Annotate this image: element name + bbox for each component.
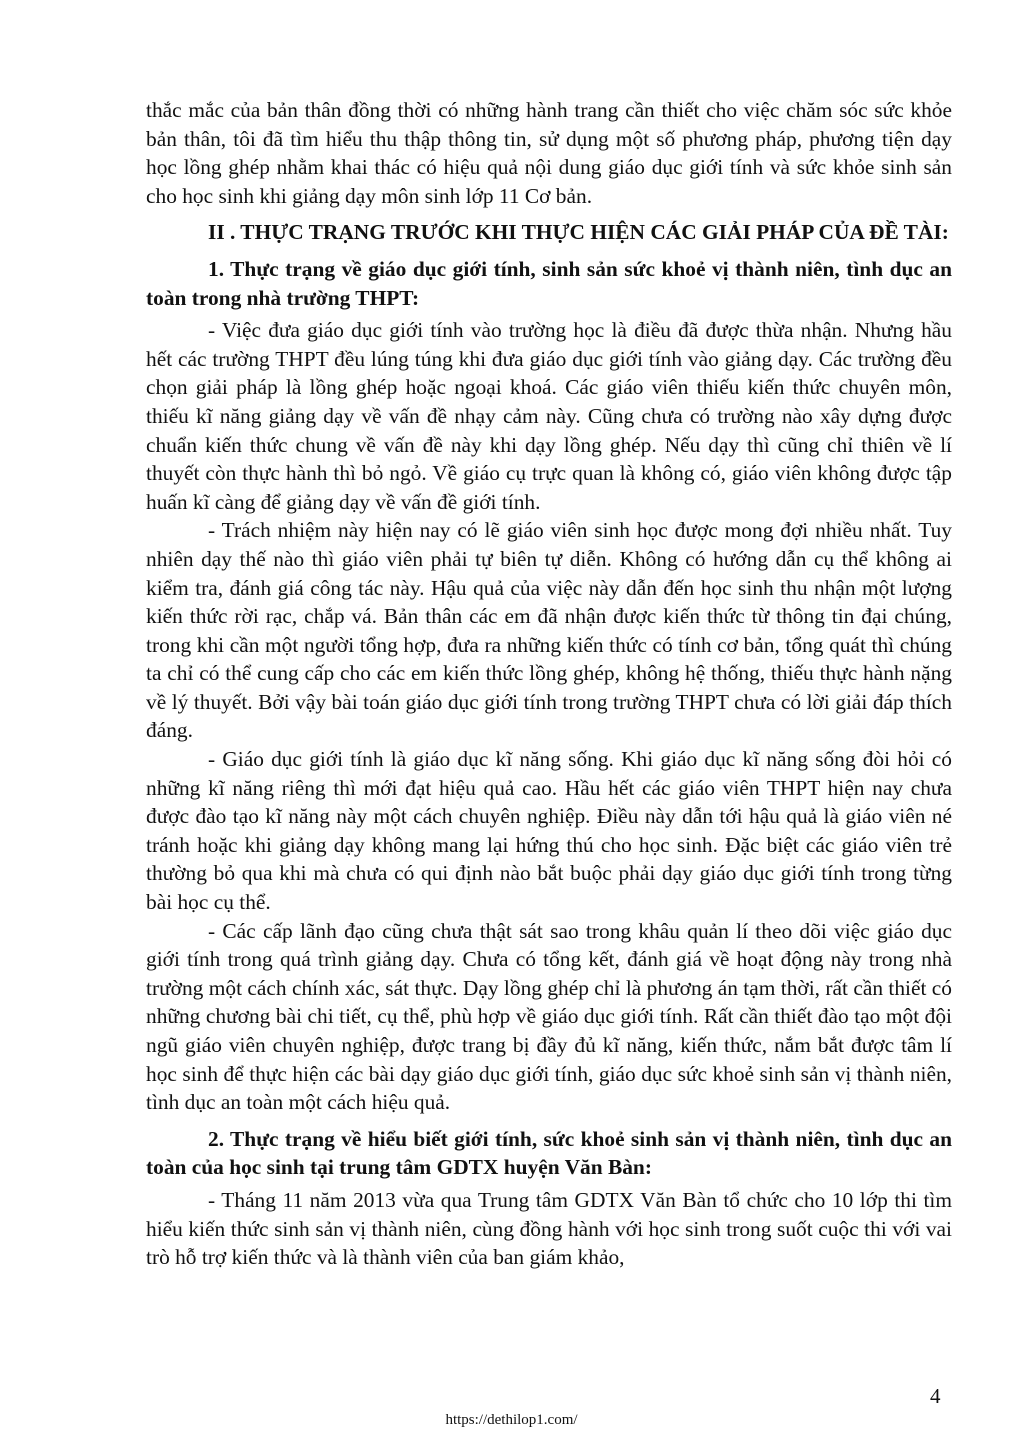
paragraph-body: - Giáo dục giới tính là giáo dục kĩ năng sống. Khi giáo dục kĩ năng sống đòi hỏi có những kĩ năng riêng thì mới đạt hiệu quả cao. Hầu hết các giáo viên THPT hiện nay chưa được đào tạo kĩ năng này một cách chuyên nghiệp. Điều này dẫn tới hậu quả là giáo viên né tránh hoặc khi giảng dạy không mang lại hứng thú cho học sinh. Đặc biệt các giáo viên trẻ thường bỏ qua khi mà chưa có qui định nào bắt buộc phải dạy giáo dục giới tính trong từng bài học cụ thể. (146, 747, 952, 915)
subsection-heading-2: 2. Thực trạng về hiểu biết giới tính, sức khoẻ sinh sản vị thành niên, tình dục an toàn của học sinh tại trung tâm GDTX huyện Văn Bàn: (146, 1126, 952, 1180)
subsection-heading-1: 1. Thực trạng về giáo dục giới tính, sinh sản sức khoẻ vị thành niên, tình dục an toàn trong nhà trường THPT: (146, 256, 952, 310)
document-page (146, 96, 952, 1272)
paragraph-body: - Các cấp lãnh đạo cũng chưa thật sát sao trong khâu quản lí theo dõi việc giáo dục giới tính trong quá trình giảng dạy. Chưa có tổng kết, đánh giá về hoạt động này trong nhà trường một cách chính xác, sát thực. Dạy lồng ghép chỉ là phương án tạm thời, rất cần thiết có những chương bài chi tiết, cụ thể, phù hợp về giáo dục giới tính. Rất cần thiết đào tạo một đội ngũ giáo viên chuyên nghiệp, được trang bị đầy đủ kĩ năng, kiến thức, nắm bắt được tâm lí học sinh để thực hiện các bài dạy giáo dục giới tính, giáo dục sức khoẻ sinh sản vị thành niên, tình dục an toàn một cách hiệu quả. (146, 918, 952, 1115)
section-heading-ii: II . THỰC TRẠNG TRƯỚC KHI THỰC HIỆN CÁC GIẢI PHÁP CỦA ĐỀ TÀI: (208, 220, 949, 245)
paragraph-continuation: thắc mắc của bản thân đồng thời có những hành trang cần thiết cho việc chăm sóc sức khỏe bản thân, tôi đã tìm hiểu thu thập thông tin, sử dụng một số phương pháp, phương tiện dạy học lồng ghép nhằm khai thác có hiệu quả nội dung giáo dục giới tính và sức khỏe sinh sản cho học sinh khi giảng dạy môn sinh lớp 11 Cơ bản. (146, 98, 952, 208)
paragraph-body: - Tháng 11 năm 2013 vừa qua Trung tâm GDTX Văn Bàn tổ chức cho 10 lớp thi tìm hiểu kiến thức sinh sản vị thành niên, cùng đồng hành với học sinh trong suốt cuộc thi với vai trò hỗ trợ kiến thức và là thành viên của ban giám khảo, (146, 1187, 952, 1270)
paragraph-body: - Trách nhiệm này hiện nay có lẽ giáo viên sinh học được mong đợi nhiều nhất. Tuy nhiên dạy thế nào thì giáo viên phải tự biên tự diễn. Không có hướng dẫn cụ thể không ai kiểm tra, đánh giá công tác này. Hậu quả của việc này dẫn đến học sinh thu nhận một lượng kiến thức rời rạc, chắp vá. Bản thân các em đã nhận được kiến thức từ thông tin đại chúng, trong khi cần một người tổng hợp, đưa ra những kiến thức có tính cơ bản, tổng quát thì chúng ta chỉ có thể cung cấp cho các em kiến thức lồng ghép, không hệ thống, thiếu thực hành nặng về lý thuyết. Bởi vậy bài toán giáo dục giới tính trong trường THPT chưa có lời giải đáp thích đáng. (146, 518, 952, 743)
page-number: 4 (930, 1384, 941, 1408)
footer-url[interactable]: https://dethilop1.com/ (445, 1412, 578, 1428)
paragraph-body: - Việc đưa giáo dục giới tính vào trường học là điều đã được thừa nhận. Nhưng hầu hết các trường THPT đều lúng túng khi đưa giáo dục giới tính vào giảng dạy. Các trường đều chọn giải pháp là lồng ghép hoặc ngoại khoá. Các giáo viên thiếu kiến thức chuyên môn, thiếu kĩ năng giảng dạy về vấn đề nhạy cảm này. Cũng chưa có trường nào xây dựng được chuẩn kiến thức chung về vấn đề này khi dạy lồng ghép. Nếu dạy thì cũng chỉ thiên về lí thuyết còn thực hành thì bỏ ngỏ. Về giáo cụ trực quan là không có, giáo viên không được tập huấn kĩ càng để giảng dạy về vấn đề giới tính. (146, 318, 952, 514)
